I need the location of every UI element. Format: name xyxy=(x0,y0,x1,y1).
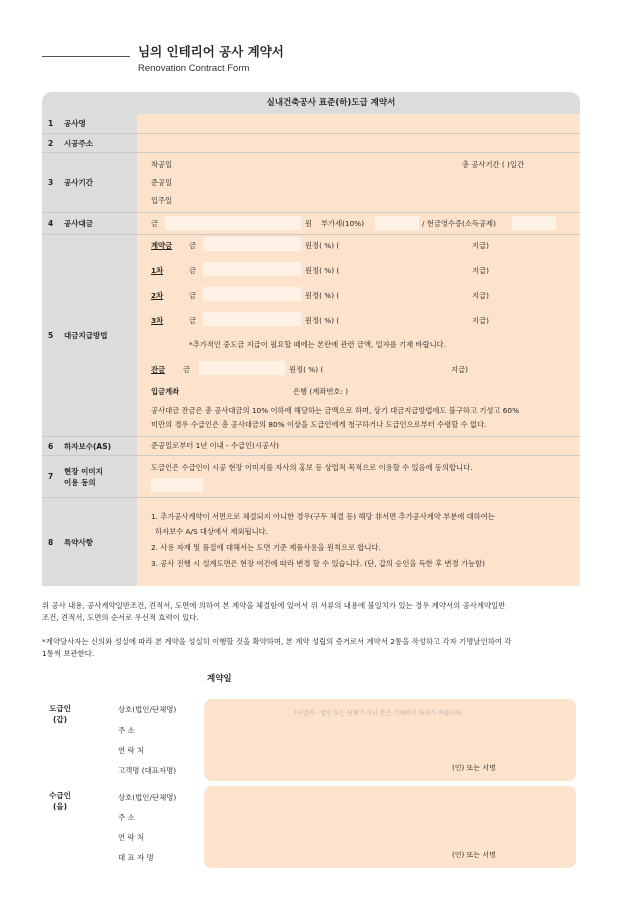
payment-prefix: 금 xyxy=(183,365,191,374)
image-consent-input[interactable] xyxy=(151,478,203,492)
payment-pay: 지급) xyxy=(472,291,489,300)
note-line: 1통씩 보관한다. xyxy=(42,649,95,658)
project-name-field[interactable] xyxy=(137,114,580,133)
payment-prefix: 금 xyxy=(189,316,197,325)
contractor-phone-label: 연 락 처 xyxy=(118,833,145,842)
warranty-text: 준공일로부터 1년 이내 - 수급인(시공사) xyxy=(151,441,279,450)
row-special-terms xyxy=(42,498,580,586)
row-label: 이용 동의 xyxy=(64,477,96,487)
payment-rate: 원정( %) ( xyxy=(305,291,340,300)
name-blank-line xyxy=(42,56,130,57)
amount-unit: 원 xyxy=(305,219,313,228)
vat-label: 부가세(10%) xyxy=(321,219,365,228)
row-label: 공사명 xyxy=(64,119,86,128)
total-period-label: 총 공사기간 ( )일간 xyxy=(462,160,524,169)
note-line: *계약당사자는 신의와 성실에 따라 본 계약을 성실히 이행할 것을 확약하며, 본 계약 성립의 증거로서 계약서 2통을 작성하고 각자 기명날인하여 각 xyxy=(42,637,512,646)
special-term-1-cont: 하자보수 A/S 대상에서 제외됩니다. xyxy=(155,527,268,536)
payment-rate: 원정( %) ( xyxy=(305,266,340,275)
contractor-info-box[interactable] xyxy=(204,786,576,868)
movein-date-label: 입주일 xyxy=(151,196,173,205)
payment-name-2nd: 2차 xyxy=(151,291,164,300)
row-label: 공사기간 xyxy=(64,178,93,187)
party-tag: (갑) xyxy=(52,715,68,724)
amount-input[interactable] xyxy=(165,216,301,230)
row-construction-period xyxy=(42,153,580,213)
cash-receipt-input[interactable] xyxy=(512,216,556,230)
payment-amount-input[interactable] xyxy=(203,262,301,276)
payment-name-3rd: 3차 xyxy=(151,316,164,325)
owner-phone-label: 연 락 처 xyxy=(118,746,145,755)
owner-company-label: 상호(법인/단체명) xyxy=(118,705,177,714)
owner-info-box[interactable] xyxy=(204,699,576,781)
row-number: 6 xyxy=(48,441,54,451)
party-tag: (을) xyxy=(52,802,68,811)
balance-amount-input[interactable] xyxy=(199,361,285,375)
payment-pay: 지급) xyxy=(451,365,468,374)
finish-date-label: 준공일 xyxy=(151,178,173,187)
document-subtitle: Renovation Contract Form xyxy=(138,63,250,74)
row-project-name xyxy=(42,114,580,134)
row-label: 특약사항 xyxy=(64,537,93,547)
payment-rate: 원정( %) ( xyxy=(305,316,340,325)
owner-address-label: 주 소 xyxy=(118,726,135,735)
payment-rate: 원정( %) ( xyxy=(289,365,324,374)
row-site-address xyxy=(42,134,580,153)
row-label: 하자보수(AS) xyxy=(64,441,112,451)
special-term-1: 1. 추가공사계약이 서면으로 체결되지 아니한 경우(구두 체결 등) 해당 非서면 추가공사계약 부분에 대하여는 xyxy=(151,512,495,521)
row-number: 5 xyxy=(48,331,54,340)
row-number: 7 xyxy=(48,472,54,481)
table-title: 실내건축공사 표준(하)도급 계약서 xyxy=(42,92,580,114)
document-title: 님의 인테리어 공사 계약서 xyxy=(138,44,284,59)
account-text: 은행 (계좌번호: ) xyxy=(293,387,349,396)
owner-seal-label: (인) 또는 서명 xyxy=(452,764,496,772)
payment-amount-input[interactable] xyxy=(203,312,301,326)
payment-pay: 지급) xyxy=(472,241,489,250)
cash-receipt-label: / 현금영수증(소득공제) xyxy=(422,219,496,228)
row-number: 4 xyxy=(48,219,54,228)
contractor-label xyxy=(44,790,76,812)
contractor-address-label: 주 소 xyxy=(118,813,135,822)
payment-amount-input[interactable] xyxy=(203,237,301,251)
row-number: 1 xyxy=(48,119,54,128)
contract-table xyxy=(42,92,580,586)
contractor-company-label: 상호(법인/단체명) xyxy=(118,793,177,802)
payment-pay: 지급) xyxy=(472,316,489,325)
owner-label xyxy=(44,703,76,725)
amount-prefix: 금 xyxy=(151,219,159,228)
payment-clause-line1: 공사대금 잔금은 총 공사대금의 10% 이하에 해당하는 금액으로 하며, 상기 대금지급방법에도 불구하고 기성고 60% xyxy=(151,406,520,415)
image-consent-text: 도급인은 수급인이 시공 현장 이미지를 자사의 홍보 등 상업적 목적으로 이용할 수 있음에 동의합니다. xyxy=(151,463,473,472)
special-term-2: 2. 사용 자재 및 품질에 대해서는 도면 기준 제품사용을 원칙으로 합니다. xyxy=(151,543,381,552)
row-number: 3 xyxy=(48,178,54,187)
payment-rate: 원정( %) ( xyxy=(305,241,340,250)
extra-payment-note: *추가적인 중도금 지급이 필요할 때에는 본란에 관련 금액, 일자를 기재 바랍니다. xyxy=(189,340,447,349)
contractor-seal-label: (인) 또는 서명 xyxy=(452,851,496,859)
account-label: 입금계좌 xyxy=(151,387,180,396)
payment-prefix: 금 xyxy=(189,266,197,275)
payment-name-1st: 1차 xyxy=(151,266,164,275)
payment-name-balance: 잔금 xyxy=(151,365,166,374)
payment-clause-line2: 미만의 경우 수급인은 총 공사대금의 80% 이상을 도급인에게 청구하거나 도급인으로부터 수령할 수 없다. xyxy=(151,420,487,429)
start-date-label: 착공일 xyxy=(151,160,173,169)
note-line: 조건, 견적서, 도면의 순서로 우선적 효력이 있다. xyxy=(42,613,199,622)
payment-pay: 지급) xyxy=(472,266,489,275)
row-label: 현장 이미지 xyxy=(64,466,103,476)
special-term-3: 3. 공사 진행 시 설계도면은 현장 여건에 따라 변경 할 수 있습니다. (단, 갑의 승인을 득한 후 변경 가능함) xyxy=(151,559,485,568)
row-number: 8 xyxy=(48,537,54,547)
row-warranty xyxy=(42,437,580,456)
owner-name-label: 고객명 (대표자명) xyxy=(118,766,177,775)
payment-name-deposit: 계약금 xyxy=(151,241,173,250)
party-role: 수급인 xyxy=(49,791,71,800)
payment-prefix: 금 xyxy=(189,291,197,300)
row-label: 공사대금 xyxy=(64,219,93,228)
note-line: 위 공사 내용, 공사계약일반조건, 견적서, 도면에 의하여 본 계약을 체결함에 있어서 위 서류의 내용에 불일치가 있는 경우 계약서의 공사계약일반 xyxy=(42,601,506,610)
vat-input[interactable] xyxy=(375,216,419,230)
row-image-consent xyxy=(42,456,580,498)
row-number: 2 xyxy=(48,138,54,148)
contract-date-title: 계약일 xyxy=(207,674,232,684)
row-payment-method xyxy=(42,235,580,437)
site-address-field[interactable] xyxy=(137,134,580,152)
row-contract-amount xyxy=(42,213,580,235)
contractor-rep-label: 대 표 자 명 xyxy=(118,853,154,862)
row-label: 시공주소 xyxy=(64,138,93,148)
contract-note-1 xyxy=(42,600,505,624)
business-hint: *사업자 · 법인 또는 단체가 아닌 분은 기재하지 마시기 바랍니다. xyxy=(294,710,463,717)
party-role: 도급인 xyxy=(49,704,71,713)
contract-note-2 xyxy=(42,636,511,660)
payment-prefix: 금 xyxy=(189,241,197,250)
payment-amount-input[interactable] xyxy=(203,287,301,301)
row-label: 대금지급방법 xyxy=(64,331,108,340)
